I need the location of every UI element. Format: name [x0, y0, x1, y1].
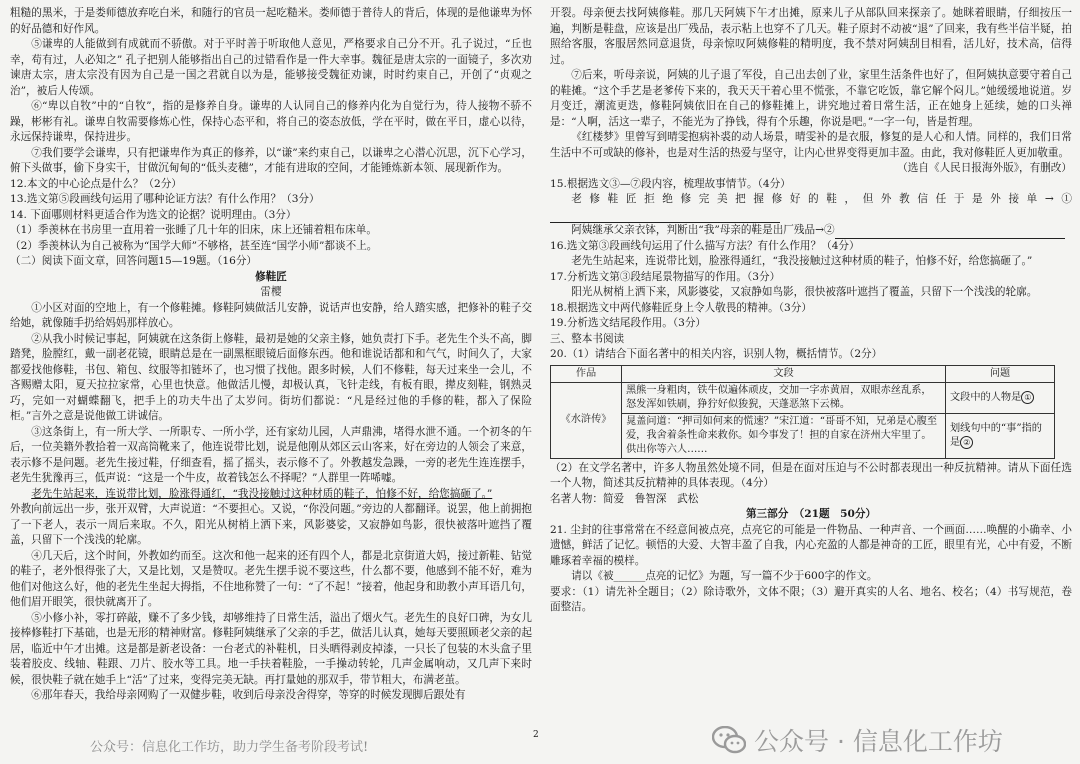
works-table	[550, 365, 1055, 459]
paragraph	[10, 688, 532, 704]
table-row2-passage: 晁盖问道：“押司如何来的慌速？”宋江道：“哥哥不知，兄弟是心腹至爱，我舍着条性命来救你。如今事发了！担的自家在济州大牢里了。供出你等六人……	[622, 413, 946, 458]
paragraph-text: 阳光从树梢上洒下来，风影婆娑，又寂静如鸟影，很快被落叶遮挡了覆盖，只留下一个浅浅的轮廓。	[571, 286, 1038, 298]
table-header-passage: 文段	[622, 365, 946, 382]
paragraph-text: 阿姨继承父亲衣钵，判断出“我”母亲的鞋是出厂残品→②	[571, 224, 835, 236]
paragraph-text: 老修鞋匠拒绝修完美把握修好的鞋，但外教信任于是外接单→①	[571, 193, 1072, 205]
paragraph-text: 外教向前远出一步，张开双臂，大声说道：“不要担心。又说，“你没问题。”旁边的人都翻译。说罢，他上前拥抱了一下老人，表示一周后来取。不久，阳光从树梢上洒下来，风影婆娑，又寂静如鸟影，很快被落叶遮挡了覆盖，只留下一个浅浅的轮廓。	[10, 503, 532, 546]
paragraph	[550, 332, 1072, 348]
paragraph	[550, 285, 1072, 301]
paragraph-text: （1）季羡林在书房里一直用着一张睡了几十年的旧床，床上还铺着粗布床单。	[10, 224, 377, 236]
paragraph-text: 雷樱	[260, 286, 282, 298]
watermark-text: 公众号 · 信息化工作坊	[754, 727, 1003, 756]
paragraph-text: 《红楼梦》里曾写到晴雯抱病补裘的动人场景，晴雯补的是衣服，修复的是人心和人情。同样的，我们日常生活中不可或缺的修补，也是对生活的热爱与坚守，让内心世界变得更加丰盈。由此，我对修鞋匠人更加敬重。	[550, 131, 1072, 159]
blank-2-marker: ②	[960, 436, 973, 449]
paragraph	[550, 507, 1072, 523]
paragraph-text: ④几天后，这个时间，外教如约而至。这次和他一起来的还有四个人，都是北京街道大妈，接过新鞋、钻觉的鞋子，老外恨得张了大，又是比划，又是赞叹。老先生摆手说不要这些，什么都不要，他感到不能不好，难为他们对他这么好，他的老先生坐起大拇指，不住地称赞了一句：“了不起！”接着，他起身和助教小声耳语几句，他们眉开眼笑，很快就离开了。	[10, 549, 532, 608]
watermark	[712, 722, 1003, 758]
paragraph	[550, 301, 1072, 317]
paragraph	[10, 425, 532, 487]
paragraph-text: （2）季羡林认为自己被称为“国学大师”不够格，甚至连“国学小师”都谈不上。	[10, 239, 378, 252]
paragraph	[550, 347, 1072, 363]
paragraph	[550, 569, 1072, 585]
paragraph-text: 12.本文的中心论点是什么？（2分）	[10, 177, 182, 190]
paragraph	[10, 332, 532, 425]
paragraph-text: 三、整本书阅读	[550, 332, 625, 345]
paragraph	[10, 146, 532, 177]
paragraph-text: 第三部分 （21题 50分）	[745, 508, 877, 520]
right-top-text	[550, 6, 1072, 363]
paragraph-text: ②从我小时候记事起，阿姨就在这条街上修鞋，最初是她的父亲主修，她负责打下手。老先生个头不高，脚踏凳，脸膛红，戴一副老花镜，眼睛总是在一副黑框眼镜后面修东西。他和谁说话都和和气气，时间久了，大家都爱找他修鞋，书包、箱包、纹服等扣链坏了，也习惯了找他。跟多时候，人们不修鞋，每天过来坐一会儿，不吝赐赠太阳，夏天拉拉家常，心里也快意。他做活儿慢，却极认真，飞针走线，有板有眼，撵皮刻鞋，钢熟灵巧，完如一对蝴蝶翻飞，把手上的功夫牛出了太岁问。街坊们都说：“凡是经过他的手修的鞋，都入了保险柜。”言外之意是说他做工讲诚信。	[10, 332, 532, 422]
paragraph-text: ⑤谦卑的人能做到有成就而不骄傲。对于平时善于听取他人意见，严格要求自己分不开。孔子说过，“丘也幸，苟有过，人必知之” 孔子把别人能够指出自己的过错看作是一件大幸事。魏征是唐太宗的一面镜子，多次劝谏唐太宗，唐太宗没有因为自己是一国之君就自以为是，能够接受魏征劝谏，时时约束自己，开创了“贞观之治”，被后人传颂。	[10, 38, 532, 97]
paragraph-text: 名著人物：简爱 鲁智深 武松	[550, 492, 699, 505]
paragraph	[550, 239, 1072, 255]
paragraph	[10, 177, 532, 193]
table-header-work: 作品	[551, 365, 622, 382]
right-column	[550, 6, 1072, 616]
paragraph-text: ③这条街上，有一所大学、一所职专、一所小学，还有家幼儿园，人声鼎沸，堵得水泄不通。一个初冬的午后，一位美籍外教拾着一双高筒靴来了，他连说带比划，说是他刚从郊区云山客来，好在旁边的人领会了来意，表示修不是问题。老先生接过鞋，仔细查看，摇了摇头，表示修不了。外教越发急躁，一旁的老先生连连摆手，老先生犹豫再三，低声说：“这是一个牛皮，故着钱怎么不择呢？”人群里一阵唏嘘。	[10, 425, 532, 484]
table-header-question: 问题	[946, 365, 1055, 382]
paragraph-text: （2）在文学名著中，许多人物虽然处境不同，但是在面对压迫与不公时都表现出一种反抗精神。请从下面任选一个人物，简述其反抗精神的具体表现。（4分）	[550, 461, 1072, 489]
paragraph-text: 20.（1）请结合下面名著中的相关内容，识别人物，概括情节。（2分）	[550, 348, 883, 360]
paragraph-text: ⑤小修小补，零打碎敲，赚不了多少钱，却够维持了日常生活，溢出了烟火气。老先生的良好口碑，为女儿接棒修鞋打下基础，也是无形的精神财富。修鞋阿姨继承了父亲的手艺，做活儿认真，她每天要照顾老父亲的起居，临近中午才出摊。这是都是新老设备：一台老式的补鞋机，日头晒得剥皮掉漆，一只长了包装的木头盒子里装着胶皮、线轴、鞋跟、刀片、胶水等工具。地一手扶着鞋脸，一手操动转轮，几声金属响动，又几声下来时候，很快鞋子就在她手上“活”了过来，变得完美无缺。再打量她的那双手，带节粗大，布满老茧。	[10, 611, 532, 686]
paragraph-text: 21. 尘封的往事常常在不经意间被点亮，点亮它的可能是一件物品、一种声音、一个画面……唤醒的小确幸、小遗憾，鲜活了记忆。顿悟的大爱、大智丰盈了自我，内心充盈的人都是神奇的工匠，眼里有光，心中有爱，不断雕琢着幸福的模样。	[550, 523, 1072, 567]
right-bottom-text	[550, 461, 1072, 616]
paragraph	[10, 37, 532, 99]
paragraph	[550, 130, 1072, 161]
paragraph	[550, 223, 1072, 239]
paragraph-text: 老先生站起来，连说带比划，脸涨得通红，“我没接触过这种材质的鞋子，怕修不好，给您搞砸了。”	[571, 255, 1033, 267]
paragraph-text: ①小区对面的空地上，有一个修鞋摊。修鞋阿姨做活儿安静，说话声也安静，给人踏实感，把修补的鞋子交给她，就像随手扔给妈妈那样放心。	[10, 301, 532, 329]
paragraph-text: 16.选文第③段画线句运用了什么描写方法？有什么作用？（4分）	[550, 239, 860, 252]
paragraph	[550, 6, 1072, 68]
left-column	[10, 6, 532, 704]
paragraph-text: 修鞋匠	[255, 270, 287, 283]
paragraph	[550, 177, 1072, 193]
paragraph	[10, 285, 532, 301]
paragraph	[10, 208, 532, 224]
paragraph-text: 开裂。母亲便去找阿姨修鞋。那几天阿姨下午才出摊，原来儿子从部队回来探亲了。她眯着眼睛，仔细按压一遍，判断是鞋盘，应该是出厂残品，表示粘上也穿不了几天。鞋子原封不动被“退”了回来，我有些半信半疑，拍照给客服，客服居然同意退货，母亲惊叹阿姨修鞋的精明度，我不禁对阿姨刮目相看，活儿好，技术高，信得过。	[550, 7, 1072, 66]
paragraph-text: 14. 下面哪则材料更适合作为选文的论据？说明理由。（3分）	[10, 208, 297, 221]
paragraph	[10, 549, 532, 611]
table-row2-question: 划线句中的“事”指的是 ②	[946, 413, 1055, 458]
table-row1-passage: 黑熊一身粗肉，铁牛似遍体顽皮，交加一字赤黄眉，双眼赤丝乱系，怒发浑如铁刷，狰狞好似狻猊，天蓬恶煞下云梯。	[622, 382, 946, 413]
paragraph-text: 15.根据选文③—⑦段内容，梳理故事情节。（4分）	[550, 177, 791, 190]
paragraph-text: 13.选文第⑤段画线句运用了哪种论证方法？有什么作用？（3分）	[10, 193, 320, 205]
paragraph	[550, 68, 1072, 130]
paragraph-text: 17.分析选文第③段结尾景物描写的作用。（3分）	[550, 270, 781, 283]
paragraph-text: 19.分析选文结尾段作用。（3分）	[550, 317, 707, 329]
answer-line	[550, 211, 780, 223]
paragraph-text: ⑥那年春天，我给母亲网购了一双健步鞋，收到后母亲没舍得穿，等穿的时候发现脚后跟处有	[31, 689, 466, 701]
paragraph-text: 粗糙的黑米，于是娄师德放弃吃白米，和随行的官员一起吃糙米。娄师德于普待人的背后，体现的是他谦卑为怀的好品德和好作风。	[10, 7, 532, 35]
paragraph-text: ⑥“卑以自牧”中的“自牧”，指的是修养自身。谦卑的人认同自己的修养内化为自觉行为，待人接物不骄不躁，彬彬有礼。谦卑自牧需要修炼心性，保持心态平和，将自己的姿态放低，学在平时，做在平日，虚心以待，永远保持谦卑，保持进步。	[10, 100, 532, 143]
footer-note: 公众号：信息化工作坊，助力学生备考阶段考试!	[90, 740, 369, 755]
paragraph-text: 请以《被______点亮的记忆》为题，写一篇不少于600字的作文。	[571, 570, 878, 582]
answer-line	[835, 227, 1065, 239]
paragraph	[550, 461, 1072, 492]
paragraph-text: ⑦我们要学会谦卑，只有把谦卑作为真正的修养，以“谦”来约束自己，以谦卑之心潜心沉思，沉下心学习，俯下头做事，偷下身实干，甘做沉甸甸的“低头麦穗”，才能有进取的空间，才能锤炼新本领、展现新作为。	[10, 146, 532, 174]
paragraph	[550, 161, 1072, 177]
paragraph	[550, 585, 1072, 616]
paragraph	[10, 239, 532, 255]
paragraph	[10, 254, 532, 270]
paragraph-text: 18.根据选文中两代修鞋匠身上令人敬畏的精神。（3分）	[550, 301, 812, 314]
paragraph	[550, 523, 1072, 570]
table-work-title: 《水浒传》	[551, 382, 622, 458]
page-number: 2	[533, 730, 539, 740]
paragraph	[10, 99, 532, 146]
paragraph	[550, 316, 1072, 332]
paragraph	[550, 192, 1072, 223]
paragraph-text: 老先生站起来，连说带比划，脸涨得通红，“我没接触过这种材质的鞋子，怕修不好，给您搞砸了。”	[31, 487, 493, 500]
paragraph	[10, 223, 532, 239]
paragraph	[550, 492, 1072, 508]
paragraph	[10, 611, 532, 689]
paragraph	[10, 192, 532, 208]
paragraph	[10, 487, 532, 503]
paragraph	[10, 270, 532, 286]
paragraph	[10, 502, 532, 549]
wechat-icon	[712, 726, 746, 754]
paragraph-text: （选自《人民日报海外版》，有删改）	[897, 162, 1072, 174]
table-row1-question: 文段中的人物是 ①	[946, 382, 1055, 413]
paragraph-text: ⑦后来，听母亲说，阿姨的儿子退了军役，自己出去创了业，家里生活条件也好了，但阿姨执意要守着自己的鞋摊。“这个手艺是老爹传下来的，我天天干着心里不慌张，不靠它吃饭，靠它解个闷儿。”她缓缓地说道。岁月变迁，潮流更迭，修鞋阿姨依旧在自己的修鞋摊上，讲究地过着日常生活，正在她身上延续，她的口头禅是：“人啊，活这一辈子，不能光为了挣钱，得有个乐趣，你说是吧。”一字一句，皆是哲理。	[550, 69, 1072, 128]
paragraph	[550, 254, 1072, 270]
paragraph	[10, 301, 532, 332]
blank-1-marker: ①	[1021, 391, 1034, 404]
paragraph	[10, 6, 532, 37]
paragraph-text: （二）阅读下面文章，回答问题15—19题。（16分）	[10, 255, 258, 267]
paragraph	[550, 270, 1072, 286]
paragraph-text: 要求：（1）请先补全题目；（2）除诗歌外，文体不限；（3）避开真实的人名、地名、校名；（4）书写规范，卷面整洁。	[550, 585, 1072, 613]
